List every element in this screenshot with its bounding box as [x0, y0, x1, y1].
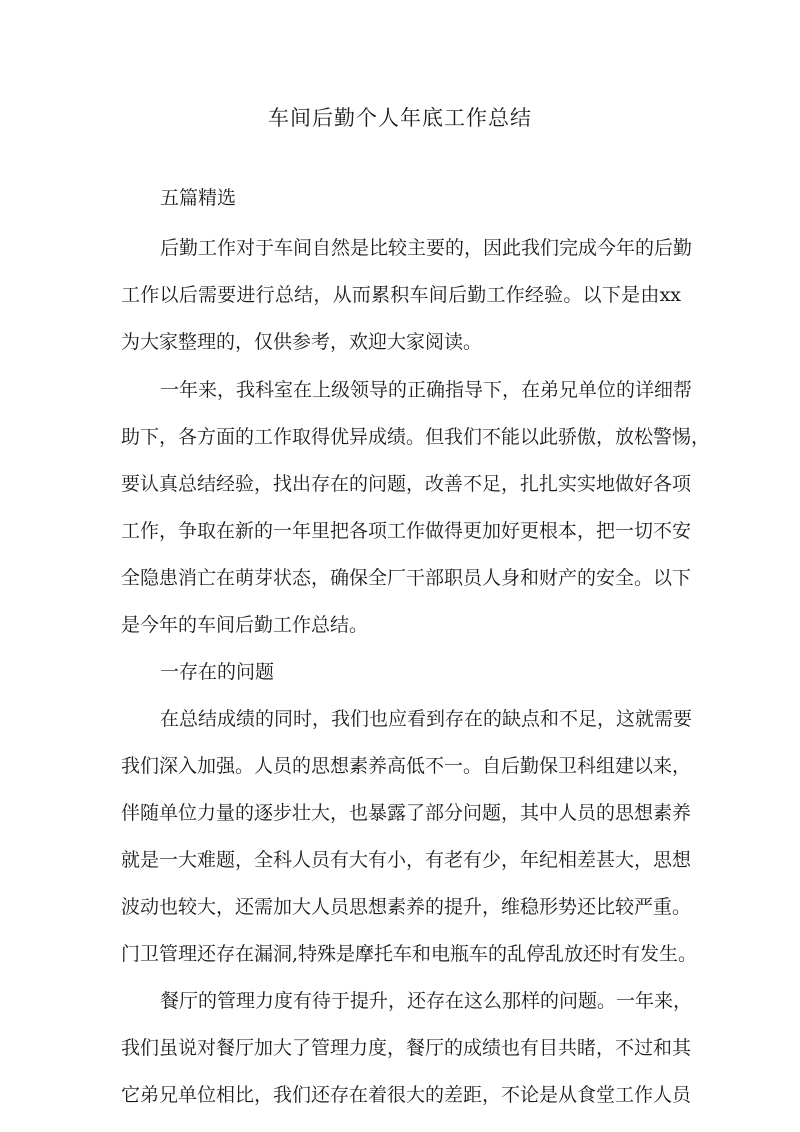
paragraph-line: 它弟兄单位相比，我们还存在着很大的差距，不论是从食堂工作人员: [121, 1084, 692, 1106]
paragraph-line: 餐厅的管理力度有待于提升，还存在这么那样的问题。一年来，: [160, 990, 693, 1012]
paragraph-line: 伴随单位力量的逐步壮大，也暴露了部分问题，其中人员的思想素养: [121, 802, 692, 824]
paragraph-line: 就是一大难题，全科人员有大有小，有老有少，年纪相差甚大，思想: [121, 849, 692, 871]
paragraph-line: 一年来，我科室在上级领导的正确指导下，在弟兄单位的详细帮: [160, 379, 693, 401]
paragraph-line: 我们虽说对餐厅加大了管理力度，餐厅的成绩也有目共睹，不过和其: [121, 1037, 692, 1059]
subtitle-line: 五篇精选: [160, 187, 237, 209]
paragraph-line: 是今年的车间后勤工作总结。: [121, 614, 369, 636]
paragraph-line: 工作，争取在新的一年里把各项工作做得更加好更根本，把一切不安: [121, 520, 692, 542]
paragraph-line: 波动也较大，还需加大人员思想素养的提升，维稳形势还比较严重。: [121, 896, 692, 918]
paragraph-line: 工作以后需要进行总结，从而累积车间后勤工作经验。以下是由xx: [121, 284, 681, 306]
section-heading: 一存在的问题: [160, 661, 275, 683]
paragraph-line: 为大家整理的，仅供参考，欢迎大家阅读。: [121, 331, 483, 353]
paragraph-line: 在总结成绩的同时，我们也应看到存在的缺点和不足，这就需要: [160, 708, 693, 730]
paragraph-line: 全隐患消亡在萌芽状态，确保全厂干部职员人身和财产的安全。以下: [121, 567, 692, 589]
paragraph-line: 后勤工作对于车间自然是比较主要的，因此我们完成今年的后勤: [160, 237, 693, 259]
paragraph-line: 门卫管理还存在漏洞,特殊是摩托车和电瓶车的乱停乱放还时有发生。: [121, 943, 698, 965]
paragraph-line: 要认真总结经验，找出存在的问题，改善不足，扎扎实实地做好各项: [121, 473, 692, 495]
paragraph-line: 助下，各方面的工作取得优异成绩。但我们不能以此骄傲，放松警惕，: [121, 426, 711, 448]
document-title: 车间后勤个人年底工作总结: [268, 106, 532, 130]
paragraph-line: 我们深入加强。人员的思想素养高低不一。自后勤保卫科组建以来，: [121, 755, 692, 777]
